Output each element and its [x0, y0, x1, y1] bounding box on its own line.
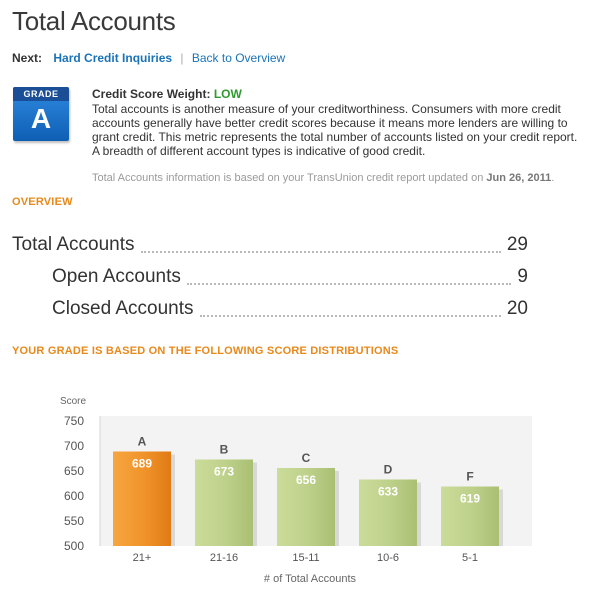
- bar-grade-label: A: [137, 434, 147, 449]
- description-body: Total accounts is another measure of your creditworthiness. Consumers with more credit accounts generally have better credit scores because it means more lenders are willing to grant credit. This metric represents the total number of accounts listed on your credit report. A breadth of different account types is indicative of good credit.: [92, 102, 578, 158]
- grade-badge-heading: GRADE: [13, 87, 69, 101]
- next-label: Next:: [12, 51, 43, 65]
- bar-value-label: 689: [131, 456, 153, 471]
- x-axis-title: # of Total Accounts: [263, 573, 357, 585]
- y-tick-label: 600: [63, 489, 84, 503]
- bar-value-label: 656: [295, 473, 317, 487]
- page-title: Total Accounts: [12, 6, 176, 36]
- weight-label: Credit Score Weight:: [92, 87, 211, 101]
- x-tick-label: 15-11: [292, 552, 320, 564]
- credit-score-weight: [92, 87, 582, 101]
- y-tick-label: 750: [63, 414, 84, 428]
- total-accounts-row: [12, 230, 528, 256]
- source-note-date: Jun 26, 2011: [486, 172, 552, 184]
- closed-accounts-value: 20: [506, 298, 528, 319]
- weight-value: LOW: [213, 87, 242, 101]
- source-note-suffix: .: [551, 172, 555, 184]
- bar-grade-label: B: [219, 442, 229, 457]
- hard-credit-inquiries-link[interactable]: Hard Credit Inquiries: [53, 51, 173, 65]
- x-tick-label: 21+: [132, 552, 152, 564]
- y-tick-label: 500: [63, 539, 84, 553]
- dot-leader: [187, 283, 512, 285]
- back-to-overview-link[interactable]: Back to Overview: [191, 51, 286, 65]
- y-axis-title: Score: [59, 396, 87, 407]
- distribution-heading: YOUR GRADE IS BASED ON THE FOLLOWING SCORE DISTRIBUTIONS: [12, 345, 399, 357]
- x-tick-label: 10-6: [376, 552, 400, 564]
- open-accounts-value: 9: [517, 266, 528, 287]
- grade-badge: [13, 87, 69, 141]
- open-accounts-label: Open Accounts: [52, 266, 181, 287]
- open-accounts-row: [52, 262, 528, 288]
- bar-grade-label: D: [383, 462, 393, 477]
- bar-grade-label: C: [301, 451, 311, 465]
- y-tick-label: 700: [63, 439, 84, 453]
- dot-leader: [141, 251, 501, 253]
- x-tick-label: 5-1: [462, 552, 478, 564]
- closed-accounts-row: [52, 294, 528, 320]
- source-note-text: Total Accounts information is based on your TransUnion credit report updated on: [92, 172, 484, 184]
- nav-separator: |: [180, 51, 184, 65]
- grade-badge-letter: A: [30, 103, 52, 134]
- x-tick-label: 21-16: [209, 552, 239, 564]
- dot-leader: [200, 315, 501, 317]
- closed-accounts-label: Closed Accounts: [52, 298, 194, 319]
- bar-value-label: 673: [213, 464, 235, 479]
- source-note: [92, 171, 582, 185]
- total-accounts-label: Total Accounts: [12, 234, 135, 255]
- description-block: [92, 87, 582, 185]
- bar-grade-label: F: [466, 469, 474, 484]
- total-accounts-value: 29: [506, 234, 528, 255]
- y-tick-label: 550: [63, 514, 84, 528]
- score-distribution-chart: [0, 380, 596, 592]
- bar-value-label: 619: [459, 491, 481, 506]
- next-nav: [12, 51, 285, 65]
- overview-heading: OVERVIEW: [12, 196, 73, 208]
- bar-value-label: 633: [377, 484, 399, 499]
- y-tick-label: 650: [63, 464, 84, 478]
